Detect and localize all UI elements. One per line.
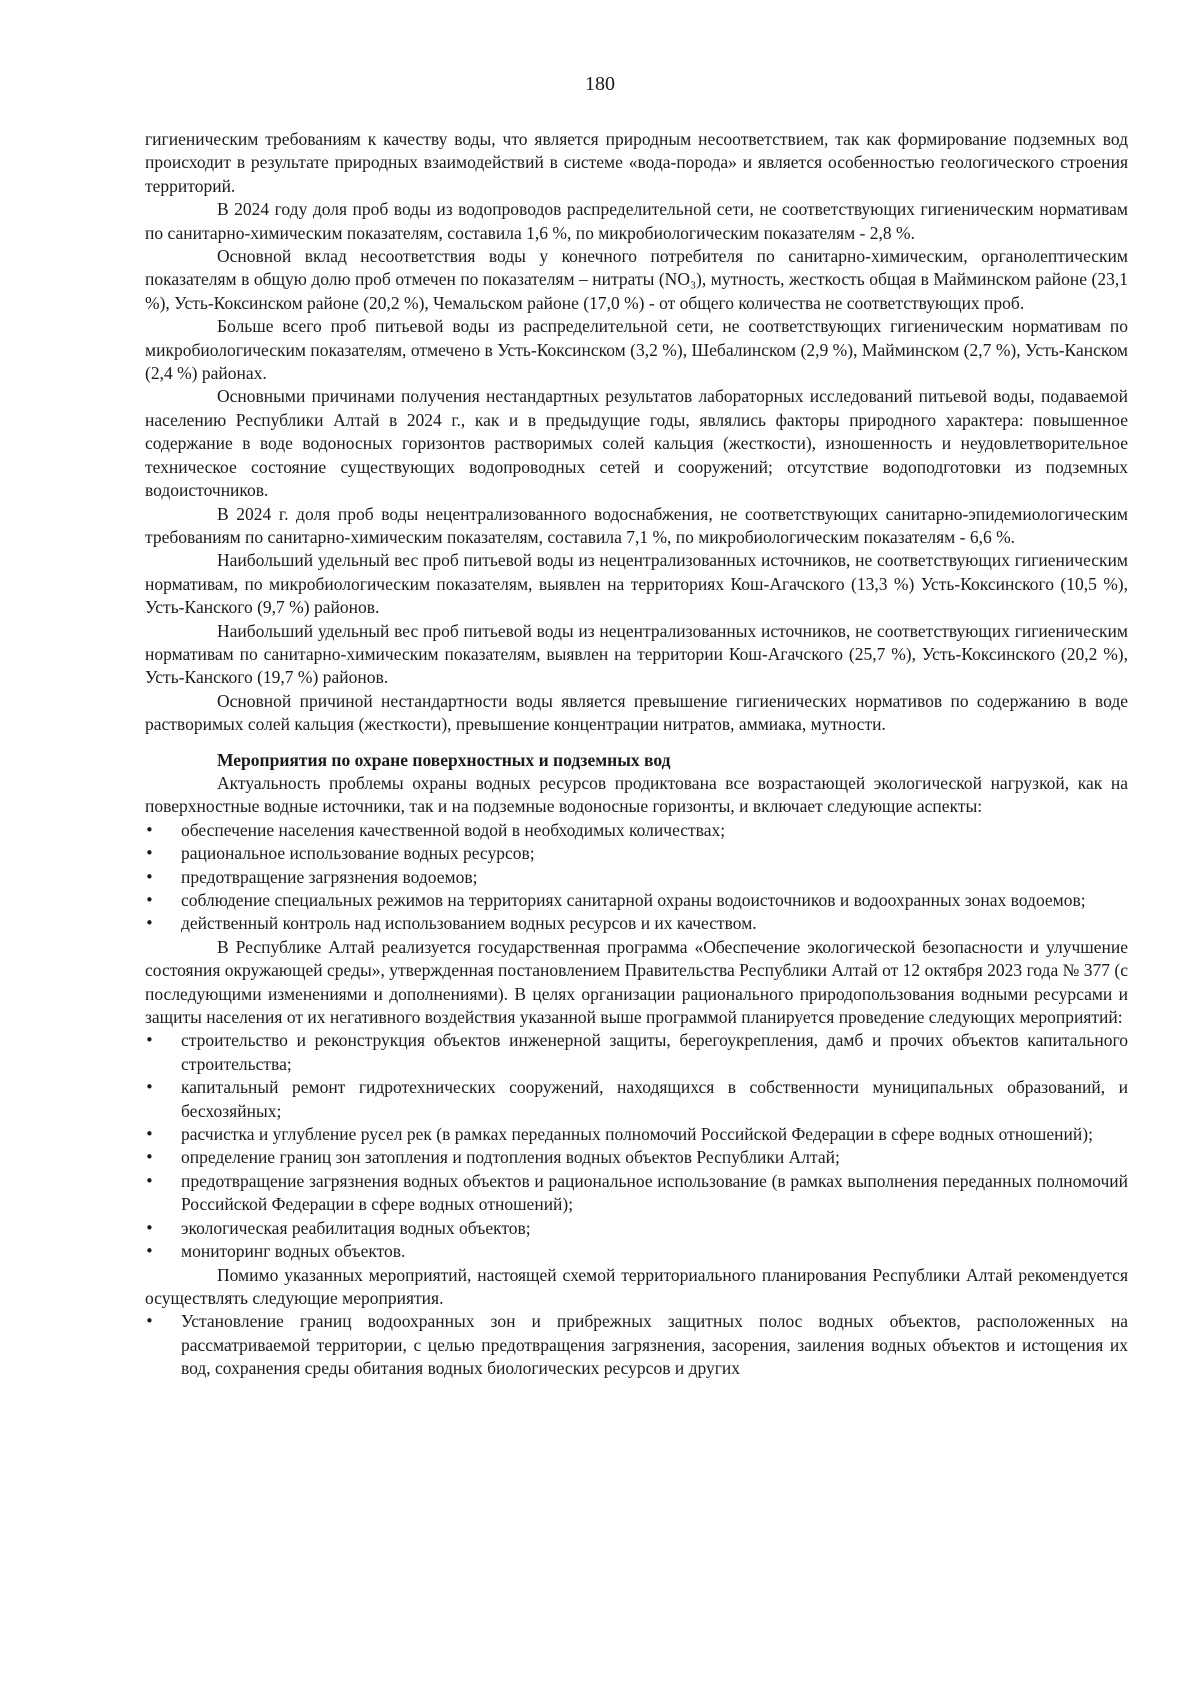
paragraph: Больше всего проб питьевой воды из распределительной сети, не соответствующих гигиеническим нормативам по микробиологическим показателям, отмечено в Усть-Коксинском (3,2 %), Шебалинском (2,9 %), Майминском (2,7 %), Усть-Канском (2,4 %) районах. [145, 316, 1128, 384]
program-measures-list [145, 1029, 1128, 1263]
paragraph: Основной причиной нестандартности воды является превышение гигиенических нормативов по содержанию в воде растворимых солей кальция (жесткости), превышение концентрации нитратов, аммиака, мутности. [145, 690, 1128, 735]
list-item: • предотвращение загрязнения водных объектов и рациональное использование (в рамках выполнения переданных полномочий Российской Федерации в сфере водных отношений); [145, 1170, 1128, 1217]
paragraph: Наибольший удельный вес проб питьевой воды из нецентрализованных источников, не соответствующих гигиеническим нормативам по санитарно-химическим показателям, выявлен на территории Кош-Агачского (25,7 %), Усть-Коксинского (20,2 %), Усть-Канского (19,7 %) районов. [145, 620, 1128, 688]
list-item: • определение границ зон затопления и подтопления водных объектов Республики Алтай; [145, 1146, 1128, 1169]
list-item: • предотвращение загрязнения водоемов; [145, 866, 1128, 889]
section-heading: Мероприятия по охране поверхностных и подземных вод [217, 749, 671, 770]
list-item: • экологическая реабилитация водных объектов; [145, 1217, 1128, 1240]
aspects-list [145, 819, 1128, 936]
list-item: • Установление границ водоохранных зон и прибрежных защитных полос водных объектов, расположенных на рассматриваемой территории, с целью предотвращения загрязнения, засорения, заиления водных объектов и истощения их вод, сохранения среды обитания водных биологических ресурсов и других [145, 1310, 1128, 1380]
page-content [145, 128, 1128, 1381]
list-item: • действенный контроль над использованием водных ресурсов и их качеством. [145, 912, 1128, 935]
list-item: • капитальный ремонт гидротехнических сооружений, находящихся в собственности муниципальных образований, и бесхозяйных; [145, 1076, 1128, 1123]
page-number: 180 [585, 73, 615, 95]
list-item: • обеспечение населения качественной водой в необходимых количествах; [145, 819, 1128, 842]
paragraph-continued: гигиеническим требованиям к качеству воды, что является природным несоответствием, так как формирование подземных вод происходит в результате природных взаимодействий в системе «вода-порода» и является особенностью геологического строения территорий. [145, 129, 1128, 196]
list-item: • рациональное использование водных ресурсов; [145, 842, 1128, 865]
section-intro: Актуальность проблемы охраны водных ресурсов продиктована все возрастающей экологической нагрузкой, как на поверхностные водные источники, так и на подземные водоносные горизонты, и включает следующие аспекты: [145, 772, 1128, 817]
scheme-paragraph: Помимо указанных мероприятий, настоящей схемой территориального планирования Республики Алтай рекомендуется осуществлять следующие мероприятия. [145, 1264, 1128, 1308]
list-item: • мониторинг водных объектов. [145, 1240, 1128, 1263]
paragraph: В 2024 г. доля проб воды нецентрализованного водоснабжения, не соответствующих санитарно-эпидемиологическим требованиям по санитарно-химическим показателям, составила 7,1 %, по микробиологическим показателям - 6,6 %. [145, 503, 1128, 547]
paragraph: Основными причинами получения нестандартных результатов лабораторных исследований питьевой воды, подаваемой населению Республики Алтай в 2024 г., как и в предыдущие годы, являлись факторы природного характера: повышенное содержание в воде водоносных горизонтов растворимых солей кальция (жесткости), изношенность и неудовлетворительное техническое состояние существующих водопроводных сетей и сооружений; отсутствие водоподготовки из подземных водоисточников. [145, 386, 1128, 501]
program-paragraph: В Республике Алтай реализуется государственная программа «Обеспечение экологической безопасности и улучшение состояния окружающей среды», утвержденная постановлением Правительства Республики Алтай от 12 октября 2023 года № 377 (с последующими изменениями и дополнениями). В целях организации рационального природопользования водными ресурсами и защиты населения от их негативного воздействия указанной выше программой планируется проведение следующих мероприятий: [145, 936, 1128, 1028]
list-item: • строительство и реконструкция объектов инженерной защиты, берегоукрепления, дамб и прочих объектов капитального строительства; [145, 1029, 1128, 1076]
list-item: • расчистка и углубление русел рек (в рамках переданных полномочий Российской Федерации в сфере водных отношений); [145, 1123, 1128, 1146]
paragraph: Основной вклад несоответствия воды у конечного потребителя по санитарно-химическим, органолептическим показателям в общую долю проб отмечен по показателям – нитраты (NO₃), мутность, жесткость общая в Майминском районе (23,1 %), Усть-Коксинском районе (20,2 %), Чемальском районе (17,0 %) - от общего количества не соответствующих проб. [145, 246, 1128, 313]
paragraph: Наибольший удельный вес проб питьевой воды из нецентрализованных источников, не соответствующих гигиеническим нормативам, по микробиологическим показателям, выявлен на территориях Кош-Агачского (13,3 %) Усть-Коксинского (10,5 %), Усть-Канского (9,7 %) районов. [145, 550, 1128, 618]
paragraph: В 2024 году доля проб воды из водопроводов распределительной сети, не соответствующих гигиеническим нормативам по санитарно-химическим показателям, составила 1,6 %, по микробиологическим показателям - 2,8 %. [145, 199, 1128, 243]
list-item: • соблюдение специальных режимов на территориях санитарной охраны водоисточников и водоохранных зонах водоемов; [145, 889, 1128, 912]
scheme-measures-list [145, 1310, 1128, 1380]
